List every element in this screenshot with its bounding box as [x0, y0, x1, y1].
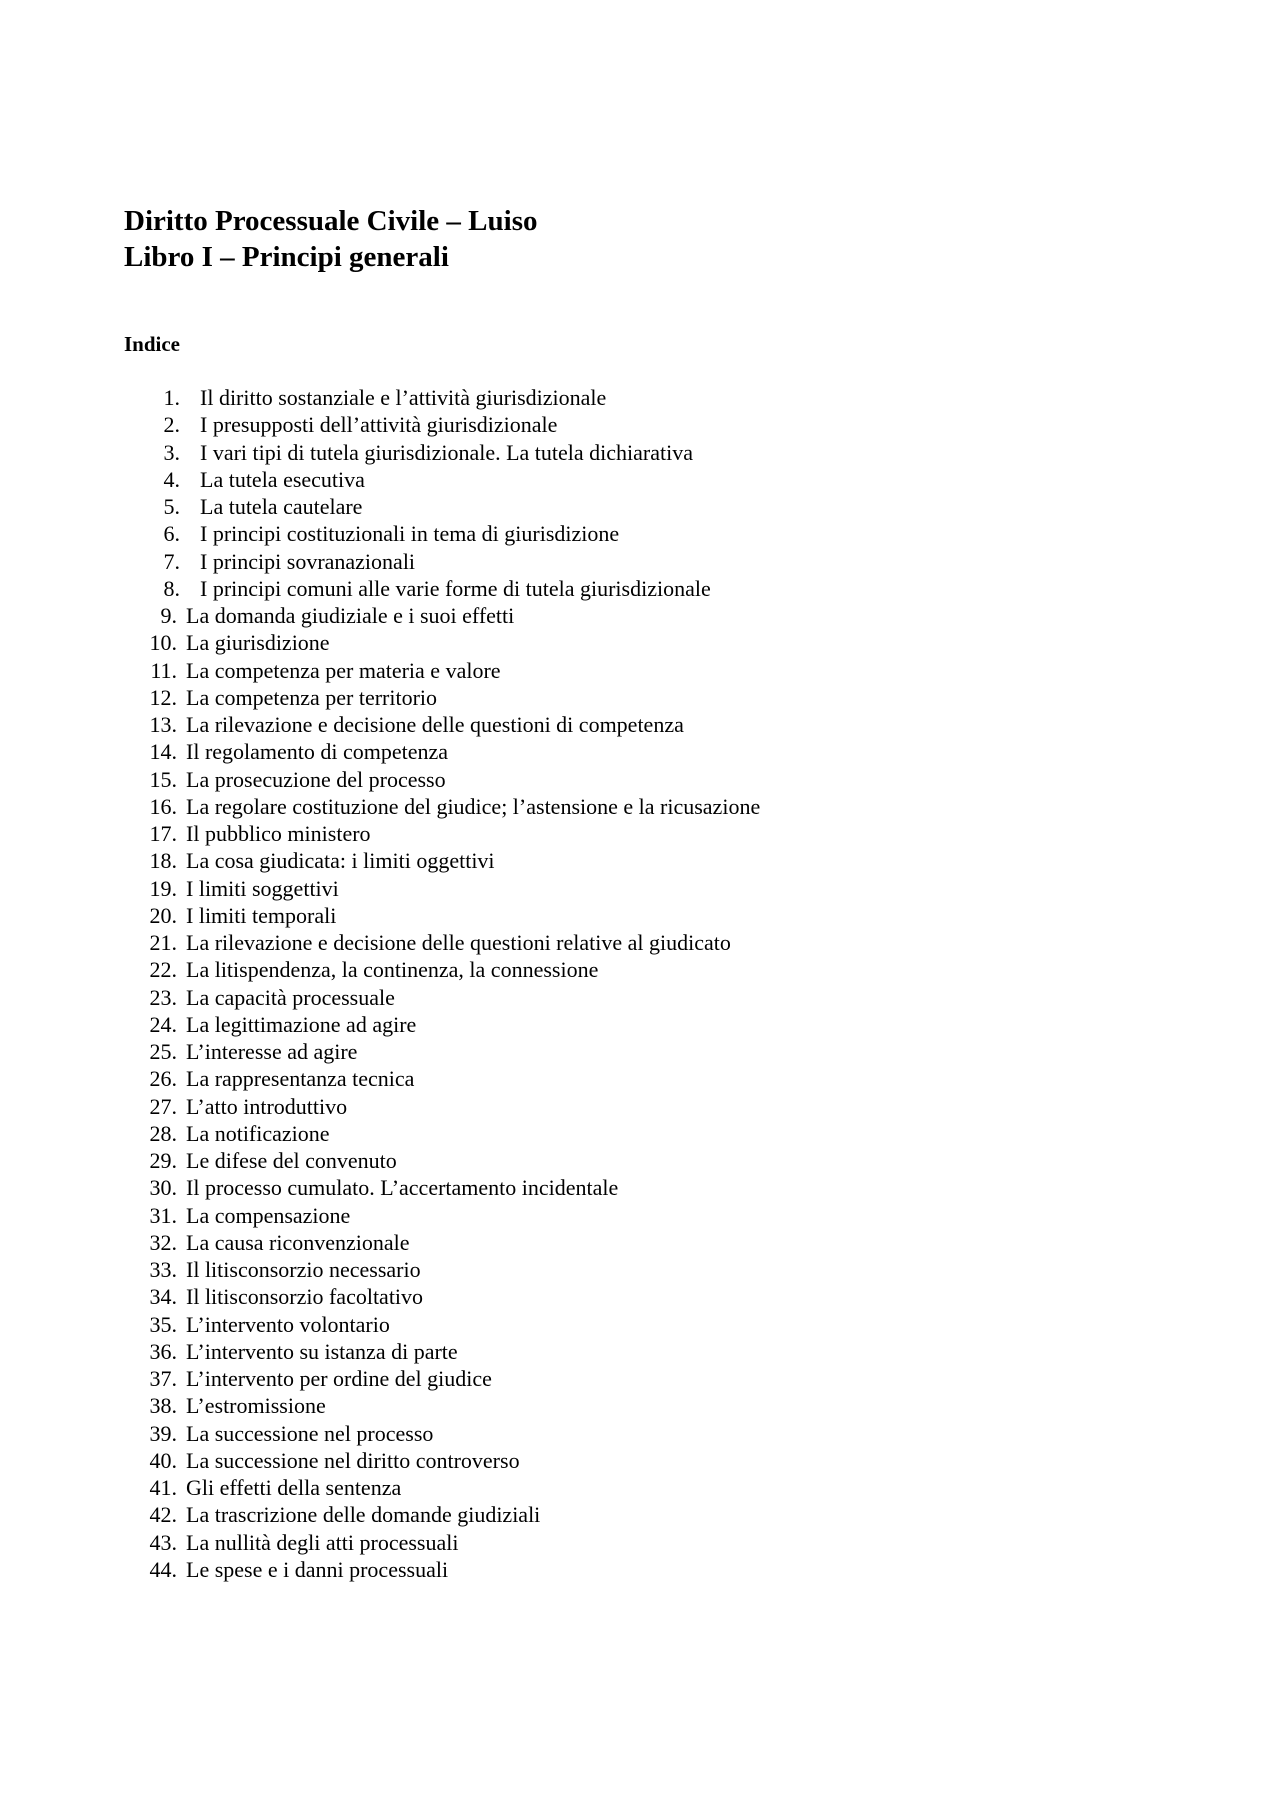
toc-item-number: 38. — [149, 1393, 177, 1419]
toc-item-number: 42. — [149, 1502, 177, 1528]
toc-item-title: I principi comuni alle varie forme di tutela giurisdizionale — [200, 575, 711, 601]
toc-item-title: L’intervento per ordine del giudice — [186, 1366, 492, 1391]
toc-item-title: I principi sovranazionali — [200, 548, 416, 574]
toc-item-title: La successione nel diritto controverso — [186, 1447, 520, 1473]
toc-item-title: I vari tipi di tutela giurisdizionale. La tutela dichiarativa — [200, 439, 693, 465]
toc-item-number: 26. — [149, 1066, 177, 1092]
toc-item-number: 20. — [149, 902, 177, 928]
toc-item-number: 8. — [163, 575, 180, 601]
index-heading: Indice — [124, 332, 181, 356]
toc-item-title: La rilevazione e decisione delle questioni relative al giudicato — [186, 930, 731, 955]
toc-item-title: La rappresentanza tecnica — [186, 1066, 415, 1092]
toc-item-number: 29. — [149, 1148, 177, 1173]
toc-item-number: 31. — [149, 1202, 177, 1228]
toc-item-title: La regolare costituzione del giudice; l’astensione e la ricusazione — [186, 793, 761, 819]
toc-item-number: 28. — [149, 1120, 177, 1146]
toc-item-number: 12. — [149, 684, 177, 710]
toc-item-number: 13. — [149, 712, 177, 737]
toc-item-title: L’intervento su istanza di parte — [186, 1338, 458, 1364]
toc-item-title: La prosecuzione del processo — [186, 766, 446, 792]
toc-item-number: 9. — [160, 603, 177, 628]
toc-item-title: Gli effetti della sentenza — [186, 1475, 402, 1500]
toc-item-title: L’interesse ad agire — [186, 1039, 358, 1064]
toc-item-number: 7. — [163, 548, 180, 574]
toc-item-number: 40. — [149, 1447, 177, 1473]
toc-item-title: I limiti temporali — [186, 902, 337, 928]
toc-item-title: I presupposti dell’attività giurisdizionale — [200, 412, 558, 438]
toc-item-number: 3. — [163, 439, 180, 465]
title-line-2: Libro I – Principi generali — [124, 241, 449, 273]
toc-item-title: La domanda giudiziale e i suoi effetti — [186, 603, 515, 628]
toc-item-number: 1. — [163, 385, 180, 410]
toc-item-number: 14. — [149, 739, 177, 765]
toc-item-title: La successione nel processo — [186, 1420, 434, 1446]
toc-item-number: 21. — [149, 930, 177, 955]
toc-item-title: La notificazione — [186, 1120, 330, 1146]
toc-item-number: 43. — [149, 1529, 177, 1555]
toc-item-title: Il processo cumulato. L’accertamento incidentale — [186, 1175, 619, 1201]
toc-item-title: Il pubblico ministero — [186, 821, 371, 846]
toc-item-title: La compensazione — [186, 1202, 351, 1228]
toc-item-title: La competenza per materia e valore — [186, 657, 501, 683]
toc-item-title: Il litisconsorzio facoltativo — [186, 1284, 424, 1310]
document-title — [124, 203, 537, 275]
title-line-1: Diritto Processuale Civile – Luiso — [124, 205, 538, 237]
toc-item-number: 2. — [163, 412, 180, 438]
toc-item-title: La trascrizione delle domande giudiziali — [186, 1502, 541, 1528]
toc-item-title: La causa riconvenzionale — [186, 1229, 410, 1255]
toc-item-title: La legittimazione ad agire — [186, 1011, 417, 1037]
toc-item-number: 17. — [149, 821, 177, 846]
toc-item-number: 24. — [149, 1011, 177, 1037]
toc-item-number: 33. — [149, 1257, 177, 1282]
toc-item-title: La litispendenza, la continenza, la connessione — [186, 957, 599, 983]
toc-item-title: La tutela esecutiva — [200, 466, 365, 492]
toc-item-title: La capacità processuale — [186, 984, 395, 1010]
toc-item-number: 32. — [149, 1229, 177, 1255]
toc-item-title: La tutela cautelare — [200, 494, 363, 519]
toc-item-number: 10. — [149, 630, 177, 656]
toc-item-number: 34. — [149, 1284, 177, 1310]
toc-item-title: L’intervento volontario — [186, 1311, 390, 1337]
toc-item-title: Il regolamento di competenza — [186, 739, 449, 765]
toc-item-number: 16. — [149, 793, 177, 819]
toc-item-number: 25. — [149, 1039, 177, 1064]
toc-item-title: La cosa giudicata: i limiti oggettivi — [186, 848, 495, 874]
toc-item-title: L’atto introduttivo — [186, 1093, 348, 1119]
toc-item-number: 36. — [149, 1338, 177, 1364]
toc-item-title: I principi costituzionali in tema di giurisdizione — [200, 521, 620, 547]
toc-item-title: Le difese del convenuto — [186, 1148, 397, 1173]
toc-item-number: 27. — [149, 1093, 177, 1119]
toc-item-number: 5. — [163, 494, 180, 519]
toc-item-title: La giurisdizione — [186, 630, 330, 656]
toc-item-number: 41. — [149, 1475, 177, 1500]
toc-item-number: 23. — [149, 984, 177, 1010]
toc-item-number: 11. — [150, 657, 177, 683]
toc-item-number: 6. — [163, 521, 180, 547]
toc-item-number: 18. — [149, 848, 177, 874]
toc-item-number: 35. — [149, 1311, 177, 1337]
toc-item-number: 30. — [149, 1175, 177, 1201]
toc-item-title: I limiti soggettivi — [186, 875, 339, 901]
toc-item-number: 22. — [149, 957, 177, 983]
toc-item-title: La nullità degli atti processuali — [186, 1529, 459, 1555]
toc-item-title: L’estromissione — [186, 1393, 326, 1419]
toc-item-number: 15. — [149, 766, 177, 792]
toc-item-number: 4. — [163, 466, 180, 492]
toc-item-title: Le spese e i danni processuali — [186, 1556, 449, 1582]
toc-item-title: Il litisconsorzio necessario — [186, 1257, 421, 1282]
toc-item-number: 44. — [149, 1556, 177, 1582]
toc-item-number: 37. — [149, 1366, 177, 1391]
toc-item-number: 39. — [149, 1420, 177, 1446]
toc-item-title: La rilevazione e decisione delle questioni di competenza — [186, 712, 684, 737]
toc-item-title: Il diritto sostanziale e l’attività giurisdizionale — [200, 385, 607, 410]
toc-item-title: La competenza per territorio — [186, 684, 438, 710]
toc-item-number: 19. — [149, 875, 177, 901]
